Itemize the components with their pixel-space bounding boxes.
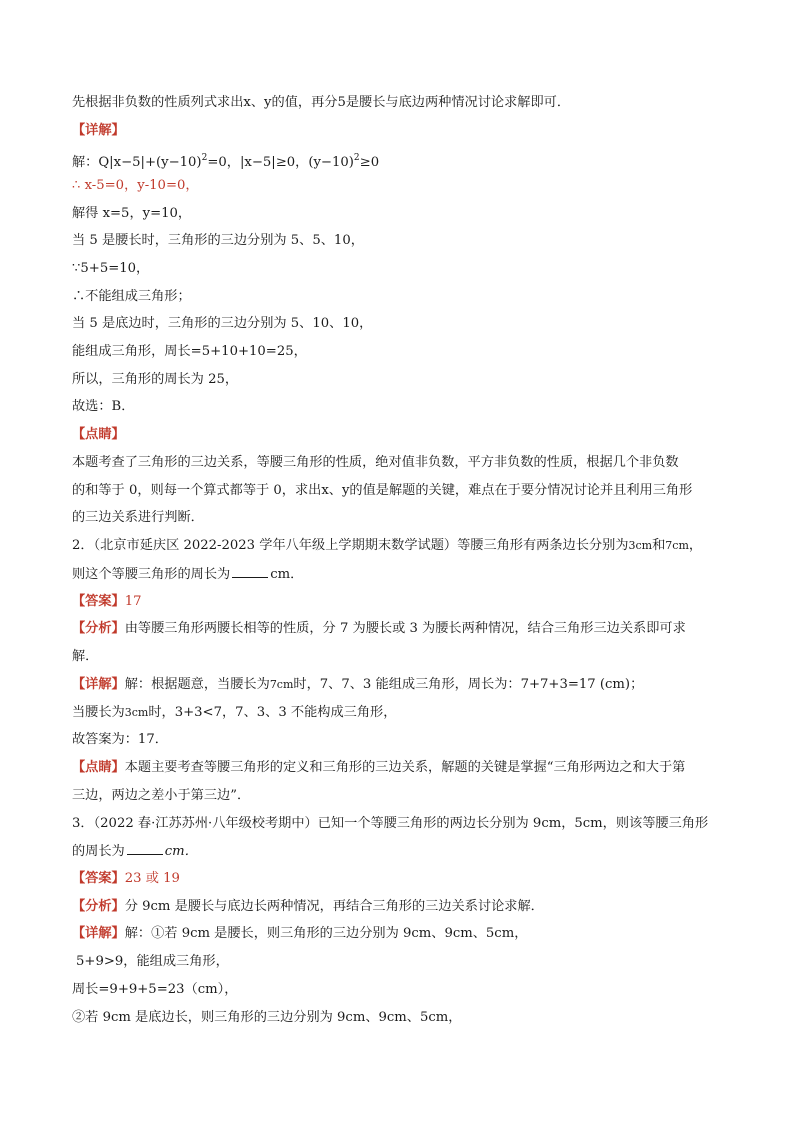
detail-3-line-2: 5+9>9，能组成三角形， [76, 954, 229, 969]
question-3-line-2: 的周长为 cm． [72, 841, 732, 862]
detail-2-line-1: 【详解】解：根据题意，当腰长为7cm时，7、7、3 能组成三角形，周长为：7+7+3=17 (cm)； [72, 677, 644, 692]
solution-line-8: 能组成三角形，周长=5+10+10=25， [72, 344, 307, 359]
solution-line-7: 当 5 是底边时，三角形的三边分别为 5、10、10， [72, 316, 373, 331]
comment-2-line-1: 【点睛】本题主要考查等腰三角形的定义和三角形的三边关系，解题的关键是掌握“三角形两边之和大于第 [72, 760, 686, 775]
detail-2-line-2: 当腰长为3cm时，3+3<7，7、3、3 不能构成三角形， [72, 705, 397, 720]
solution-line-4: 当 5 是腰长时，三角形的三边分别为 5、5、10， [72, 233, 364, 248]
comment-line-1: 本题考查了三角形的三边关系，等腰三角形的性质，绝对值非负数，平方非负数的性质，根据几个非负数 [72, 455, 679, 470]
solution-line-9: 所以，三角形的周长为 25， [72, 372, 239, 387]
solution-line-6: ∴不能组成三角形； [72, 289, 191, 304]
detail-heading: 【详解】 [72, 123, 125, 138]
comment-line-2: 的和等于 0，则每一个算式都等于 0，求出x、y的值是解题的关键，难点在于要分情况讨论并且利用三角形 [72, 483, 693, 498]
analysis-3: 【分析】分 9cm 是腰长与底边长两种情况，再结合三角形的三边关系讨论求解． [72, 899, 544, 914]
detail-3-line-3: 周长=9+9+5=23（cm）， [72, 982, 238, 997]
analysis-2-line-1: 【分析】由等腰三角形两腰长相等的性质，分 7 为腰长或 3 为腰长两种情况，结合三角形三边关系即可求 [72, 621, 686, 636]
solution-line-10: 故选：B． [72, 399, 135, 414]
detail-2-line-3: 故答案为：17． [72, 732, 168, 747]
analysis-line: 先根据非负数的性质列式求出x、y的值，再分5是腰长与底边两种情况讨论求解即可． [72, 95, 571, 110]
question-2-line-2: 则这个等腰三角形的周长为 cm． [72, 564, 732, 585]
answer-blank [232, 564, 268, 578]
answer-blank [127, 841, 163, 855]
analysis-2-line-2: 解． [72, 649, 99, 664]
comment-heading: 【点睛】 [72, 427, 125, 442]
comment-line-3: 的三边关系进行判断． [72, 510, 204, 525]
question-2-line-1: 2．（北京市延庆区 2022-2023 学年八年级上学期期末数学试题）等腰三角形有两条边长分别为3cm和7cm， [72, 538, 703, 553]
comment-2-line-2: 三边，两边之差小于第三边”． [72, 788, 251, 803]
solution-line-1: 解：$Q|x-5|+(y-10)^2=0$，|x−5|≥0，$(y-10)^2\ge 0$ [72, 153, 380, 170]
detail-3-line-4: ②若 9cm 是底边长，则三角形的三边分别为 9cm、9cm、5cm， [72, 1010, 462, 1025]
detail-3-line-1: 【详解】解：①若 9cm 是腰长，则三角形的三边分别为 9cm、9cm、5cm， [72, 926, 528, 941]
solution-line-3: 解得 x=5，y=10， [72, 206, 192, 221]
answer-3: 【答案】23 或 19 [72, 871, 180, 886]
question-3-line-1: 3．（2022 春·江苏苏州·八年级校考期中）已知一个等腰三角形的两边长分别为 9cm，5cm，则该等腰三角形 [72, 816, 709, 831]
answer-2: 【答案】17 [72, 594, 142, 609]
solution-line-2: ∴ x-5=0，y-10=0， [72, 178, 199, 193]
solution-line-5: ∵5+5=10， [72, 261, 150, 276]
